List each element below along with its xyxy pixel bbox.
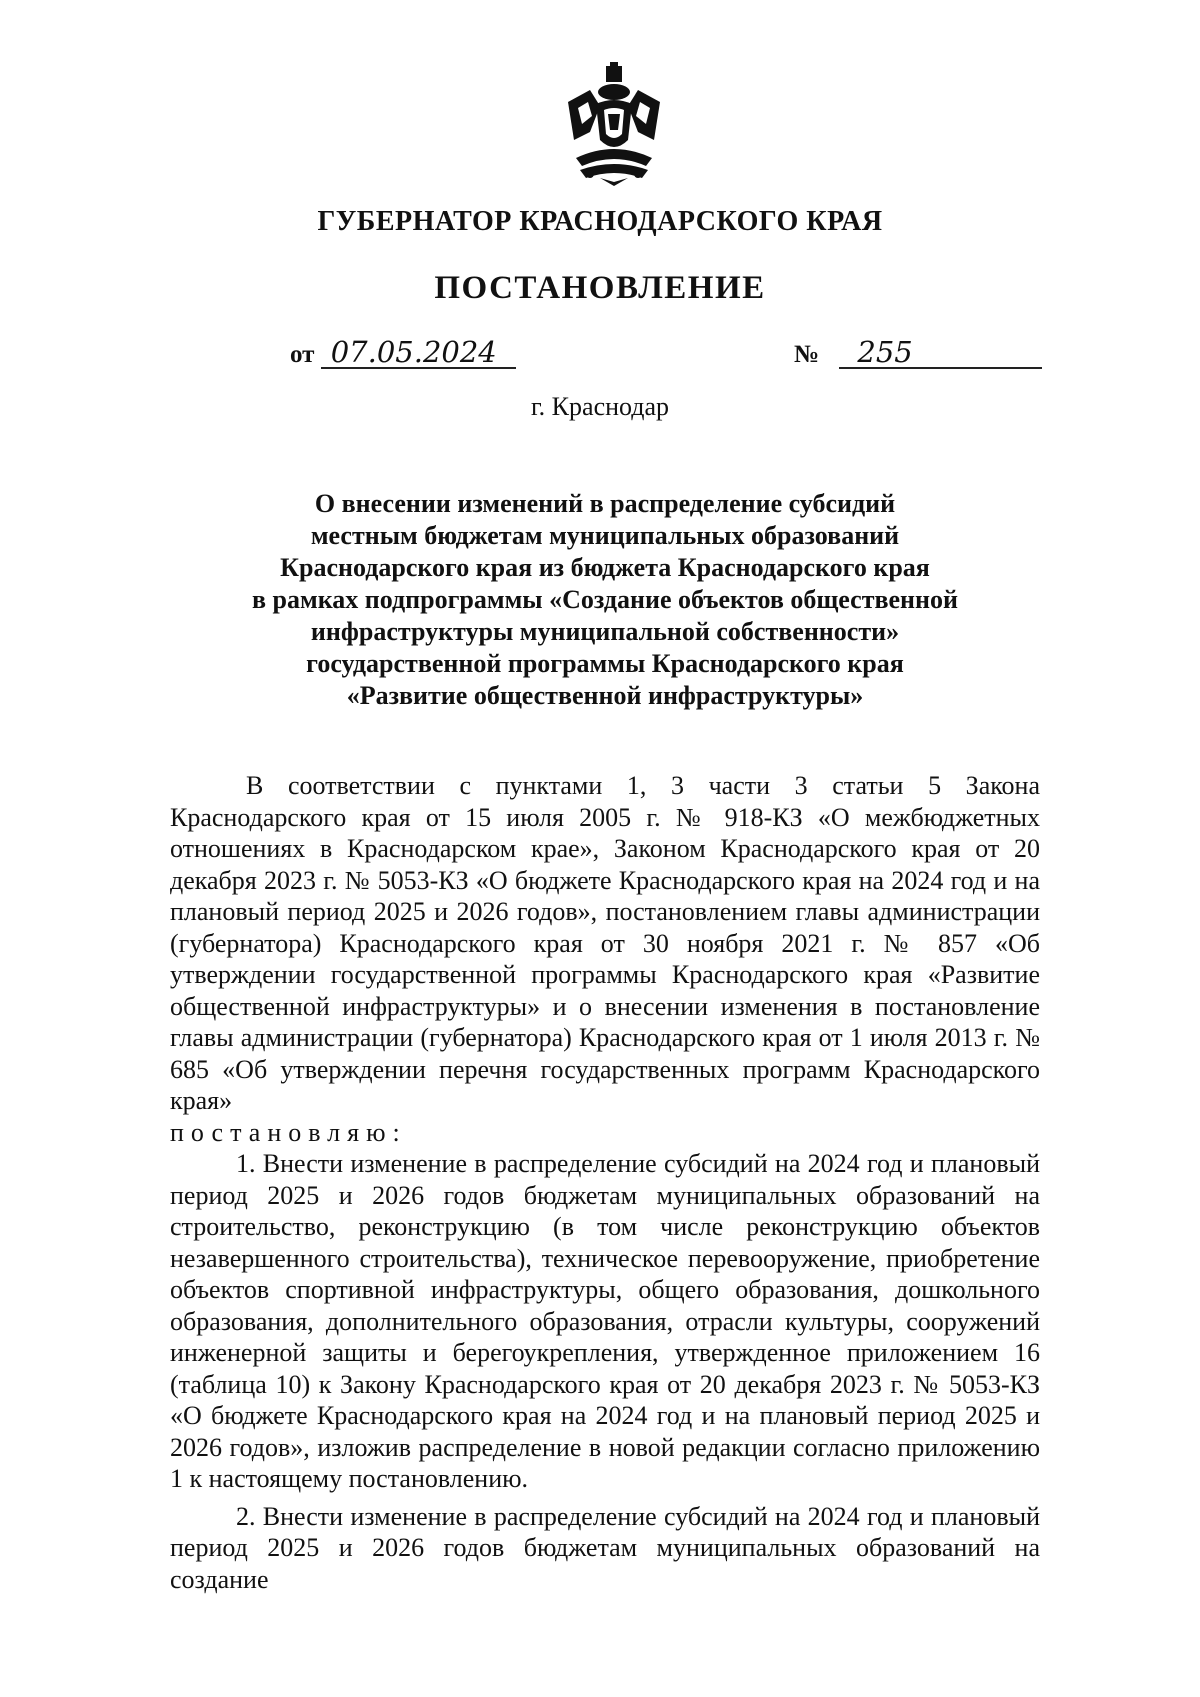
subject-line: инфраструктуры муниципальной собственности» — [310, 617, 900, 646]
organization-title: ГУБЕРНАТОР КРАСНОДАРСКОГО КРАЯ — [317, 206, 883, 237]
preamble-text: В соответствии с пунктами 1, 3 части 3 статьи 5 Закона Краснодарского края от 15 июля 2005 г. № 918-КЗ «О межбюджетных отношениях в Краснодарском крае», Законом Краснодарского края от 20 декабря 2023 г. № 5053-КЗ «О бюджете Краснодарского края на 2024 год и на плановый период 2025 и 2026 годов», постановлением главы администрации (губернатора) Краснодарского края от 30 ноября 2021 г. № 857 «Об утверждении государственной программы Краснодарского края «Развитие общественной инфраструктуры» и о внесении изменения в постановление главы администрации (губернатора) Краснодарского края от 1 июля 2013 г. № 685 «Об утверждении перечня государственных программ Краснодарского края» — [170, 771, 1040, 1115]
handwritten-number: 255 — [839, 337, 1042, 369]
number-line — [794, 337, 1042, 369]
document-type-title: ПОСТАНОВЛЕНИЕ — [434, 270, 766, 306]
date-line — [290, 337, 516, 369]
preamble-paragraph — [170, 770, 1040, 1148]
city: г. Краснодар — [530, 392, 670, 421]
item-2-paragraph: 2. Внести изменение в распределение субсидий на 2024 год и плановый период 2025 и 2026 годов бюджетам муниципальных образований на создание — [170, 1501, 1040, 1594]
document-body — [170, 770, 1040, 1595]
subject-line: Краснодарского края из бюджета Краснодарского края — [280, 553, 930, 582]
subject-line: государственной программы Краснодарского края — [306, 649, 904, 678]
item-1-paragraph: 1. Внести изменение в распределение субсидий на 2024 год и плановый период 2025 и 2026 годов бюджетам муниципальных образований на строительство, реконструкцию (в том числе реконструкцию объектов незавершенного строительства), техническое перевооружение, приобретение объектов спортивной инфраструктуры, общего образования, дошкольного образования, дополнительного образования, отрасли культуры, сооружений инженерной защиты и берегоукрепления, утвержденное приложением 16 (таблица 10) к Закону Краснодарского края от 20 декабря 2023 г. № 5053-КЗ «О бюджете Краснодарского края на 2024 год и на плановый период 2025 и 2026 годов», изложив распределение в новой редакции согласно приложению 1 к настоящему постановлению. — [170, 1149, 1040, 1493]
subject-line: О внесении изменений в распределение субсидий — [314, 489, 896, 518]
decree-word: постановляю: — [170, 1117, 407, 1147]
subject-line: местным бюджетам муниципальных образований — [310, 521, 900, 550]
coat-of-arms-icon — [560, 62, 668, 190]
number-prefix: № — [794, 341, 820, 368]
document-subject — [170, 488, 1040, 712]
subject-line: «Развитие общественной инфраструктуры» — [346, 681, 864, 710]
handwritten-date: 07.05.2024 — [321, 337, 516, 369]
subject-line: в рамках подпрограммы «Создание объектов общественной — [251, 585, 958, 614]
date-prefix: от — [290, 341, 315, 368]
